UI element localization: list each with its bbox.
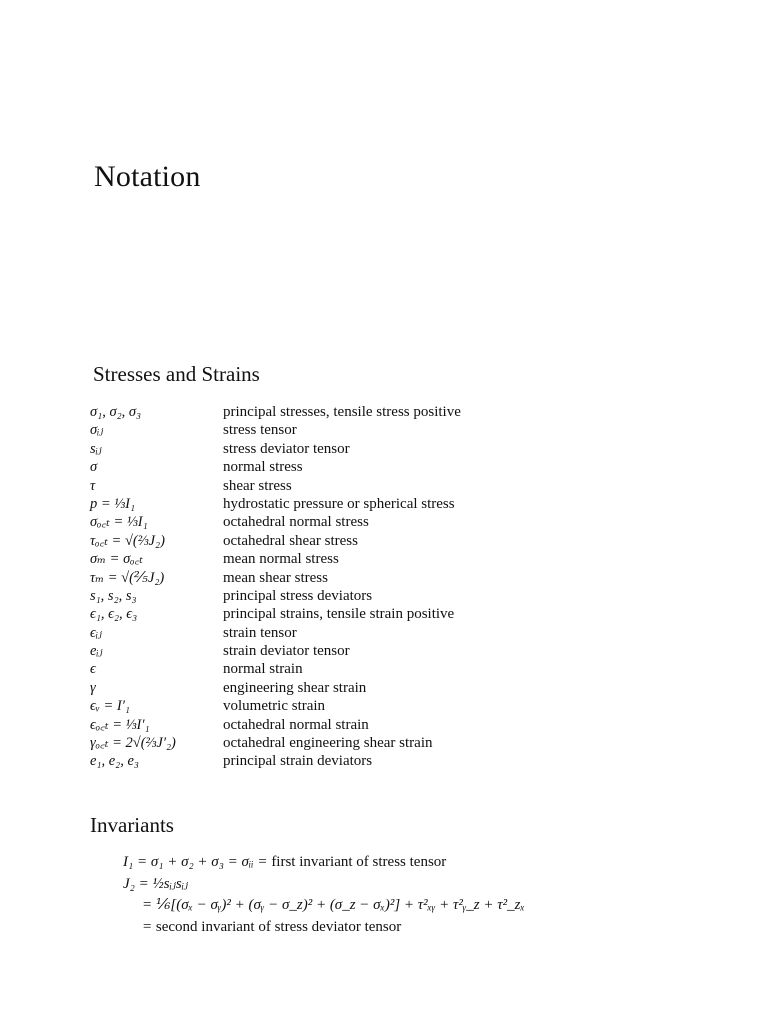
invariant-line-j2-definition bbox=[123, 917, 525, 939]
invariant-math: J₂ = ½sᵢⱼsᵢⱼ bbox=[123, 875, 189, 892]
invariant-math: = ⅙[(σₓ − σᵧ)² + (σᵧ − σ_z)² + (σ_z − σₓ)²] + τ²ₓᵧ + τ²ᵧ_z + τ²_zₓ bbox=[142, 897, 525, 913]
notation-description: normal strain bbox=[223, 661, 303, 678]
invariant-line-i1 bbox=[123, 852, 525, 874]
notation-symbol: sᵢⱼ bbox=[90, 440, 102, 457]
notation-symbol: e₁, e₂, e₃ bbox=[90, 753, 139, 770]
notation-description: octahedral shear stress bbox=[223, 532, 358, 549]
notation-description: principal strains, tensile strain positive bbox=[223, 606, 455, 623]
invariant-text: first invariant of stress tensor bbox=[271, 854, 447, 870]
notation-row bbox=[90, 624, 550, 642]
notation-symbol: σₘ = σₒ꜀ₜ bbox=[90, 551, 143, 568]
notation-row bbox=[90, 532, 550, 550]
notation-description: volumetric strain bbox=[223, 698, 326, 715]
notation-symbol: σₒ꜀ₜ = ⅓I₁ bbox=[90, 514, 148, 531]
notation-description: principal stress deviators bbox=[223, 587, 373, 604]
notation-symbol: ϵᵢⱼ bbox=[90, 624, 102, 641]
notation-description: principal stresses, tensile stress positive bbox=[223, 404, 461, 420]
notation-row bbox=[90, 697, 550, 715]
page-title: Notation bbox=[94, 160, 201, 193]
notation-description: hydrostatic pressure or spherical stress bbox=[223, 495, 455, 512]
notation-description: shear stress bbox=[223, 477, 292, 494]
invariant-math: I₁ = σ₁ + σ₂ + σ₃ = σᵢᵢ = bbox=[123, 854, 272, 870]
notation-row bbox=[90, 569, 550, 587]
notation-row bbox=[90, 550, 550, 568]
notation-description: engineering shear strain bbox=[223, 679, 367, 696]
notation-row bbox=[90, 477, 550, 495]
invariants-block bbox=[123, 852, 525, 938]
notation-row bbox=[90, 679, 550, 697]
notation-symbol: γ bbox=[90, 679, 96, 696]
notation-symbol: ϵₒ꜀ₜ = ⅓I′₁ bbox=[90, 716, 150, 733]
notation-description: stress deviator tensor bbox=[223, 440, 350, 457]
notation-symbol: γₒ꜀ₜ = 2√(⅔J′₂) bbox=[90, 735, 176, 752]
notation-description: strain deviator tensor bbox=[223, 643, 350, 660]
notation-row bbox=[90, 716, 550, 734]
section-heading-stresses-strains: Stresses and Strains bbox=[93, 362, 260, 386]
notation-symbol: ϵ bbox=[90, 661, 96, 678]
notation-row bbox=[90, 403, 550, 421]
notation-row bbox=[90, 587, 550, 605]
notation-row bbox=[90, 752, 550, 770]
invariant-math: = bbox=[142, 918, 156, 935]
invariant-line-j2-expanded bbox=[123, 895, 525, 917]
notation-description: mean normal stress bbox=[223, 551, 339, 568]
notation-symbol: τₒ꜀ₜ = √(⅔J₂) bbox=[90, 532, 165, 549]
notation-row bbox=[90, 513, 550, 531]
notation-description: octahedral normal strain bbox=[223, 716, 369, 733]
notation-row bbox=[90, 605, 550, 623]
notation-symbol: s₁, s₂, s₃ bbox=[90, 587, 137, 604]
notation-list bbox=[90, 403, 550, 771]
notation-symbol: eᵢⱼ bbox=[90, 643, 103, 660]
notation-description: stress tensor bbox=[223, 422, 297, 439]
notation-row bbox=[90, 458, 550, 476]
notation-row bbox=[90, 642, 550, 660]
notation-row bbox=[90, 440, 550, 458]
notation-symbol: ϵ₁, ϵ₂, ϵ₃ bbox=[90, 606, 138, 623]
notation-row bbox=[90, 421, 550, 439]
notation-row bbox=[90, 734, 550, 752]
notation-description: octahedral engineering shear strain bbox=[223, 735, 433, 752]
section-heading-invariants: Invariants bbox=[90, 813, 174, 837]
notation-symbol: τₘ = √(⅖J₂) bbox=[90, 569, 165, 586]
notation-symbol: σ bbox=[90, 459, 98, 476]
notation-symbol: τ bbox=[90, 477, 96, 494]
invariant-text: second invariant of stress deviator tensor bbox=[155, 918, 402, 935]
notation-description: principal strain deviators bbox=[223, 753, 373, 770]
notation-symbol: p = ⅓I₁ bbox=[90, 495, 136, 512]
notation-symbol: σᵢⱼ bbox=[90, 422, 104, 439]
notation-description: octahedral normal stress bbox=[223, 514, 369, 531]
notation-row bbox=[90, 660, 550, 678]
invariant-line-j2 bbox=[123, 874, 525, 896]
notation-symbol: ϵᵥ = I′₁ bbox=[90, 698, 130, 715]
notation-symbol: σ₁, σ₂, σ₃ bbox=[90, 404, 142, 420]
notation-description: strain tensor bbox=[223, 624, 297, 641]
notation-row bbox=[90, 495, 550, 513]
notation-description: mean shear stress bbox=[223, 569, 328, 586]
notation-description: normal stress bbox=[223, 459, 303, 476]
